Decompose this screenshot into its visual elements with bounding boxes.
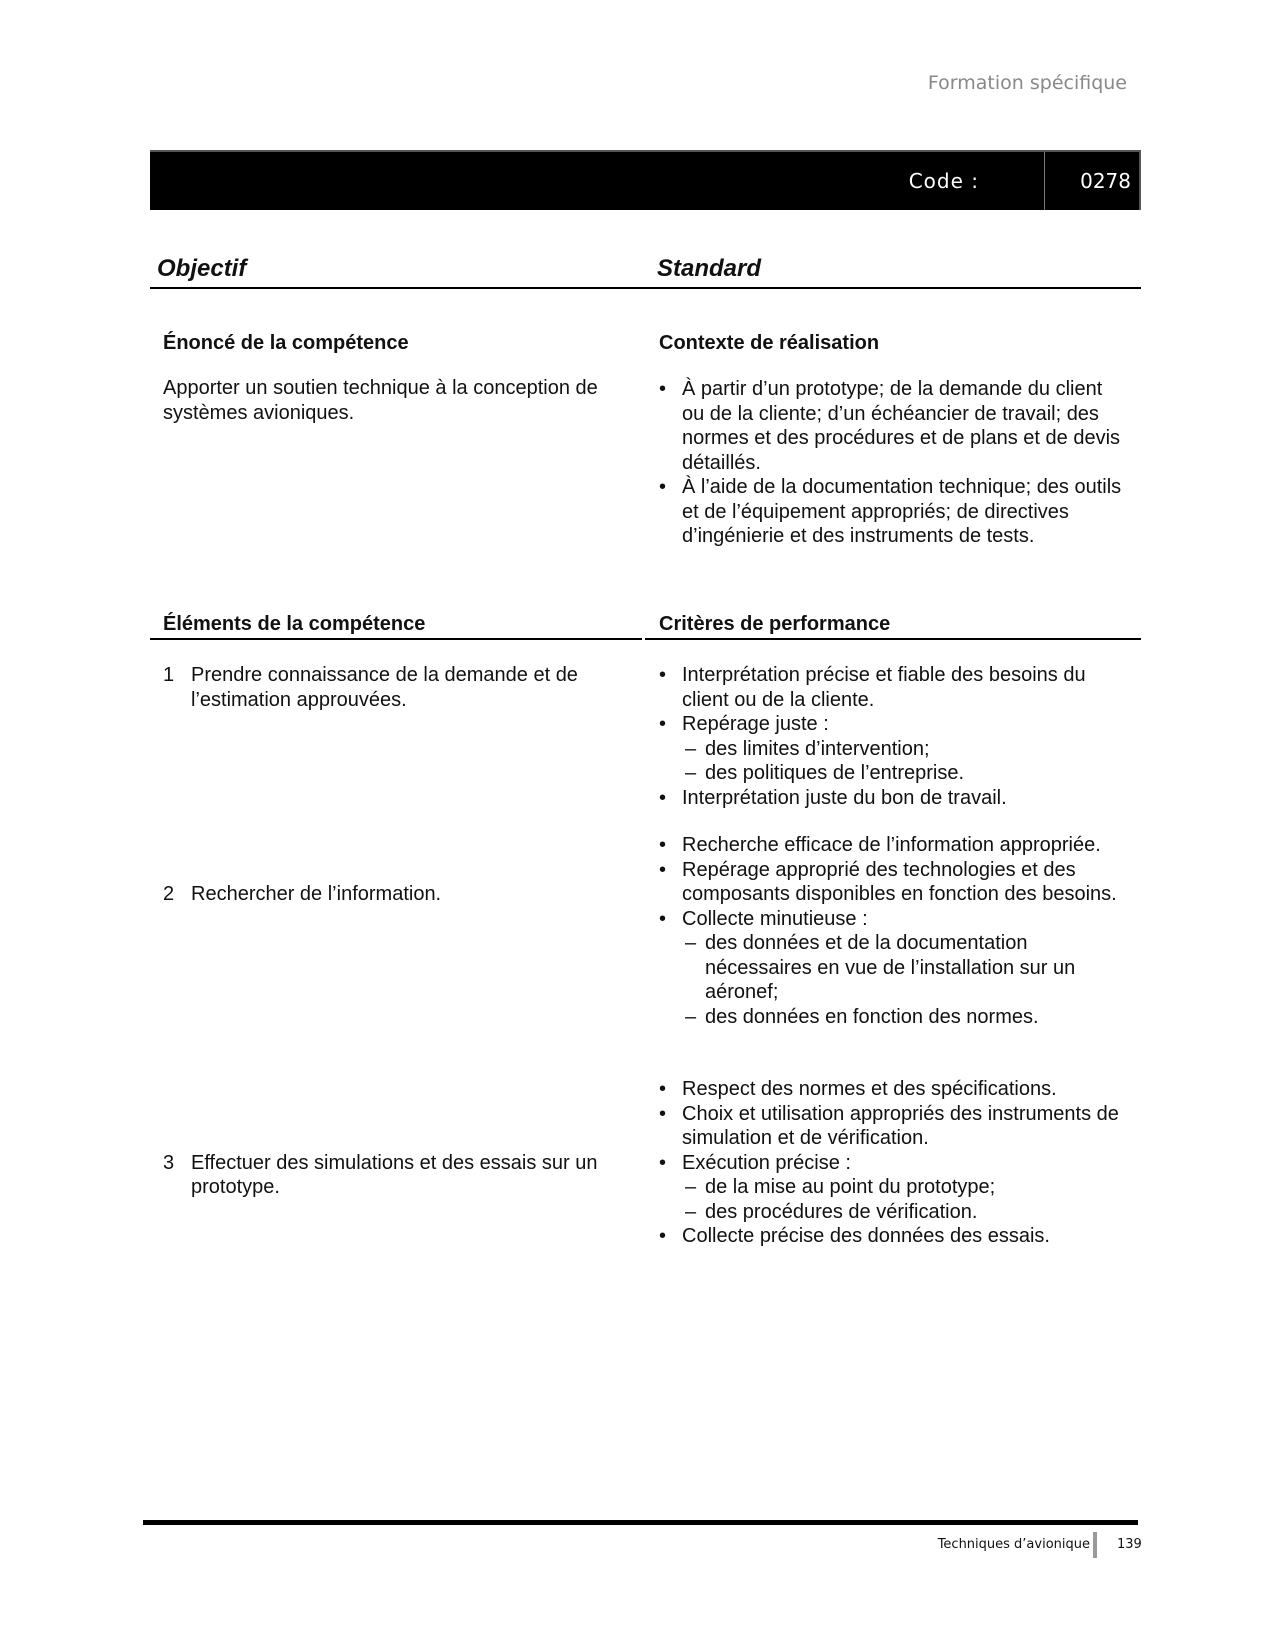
criterion-text: Exécution précise : (682, 1151, 851, 1174)
criterion-text: Choix et utilisation appropriés des instruments de simulation et de vérification. (682, 1102, 1119, 1149)
list-item: • À partir d’un prototype; de la demande du client ou de la cliente; d’un échéancier de travail; des normes et des procédures et de plans et de devis détaillés. (659, 377, 1129, 475)
criterion-text: Interprétation précise et fiable des besoins du client ou de la cliente. (682, 664, 1086, 711)
criterion-text: Respect des normes et des spécifications. (682, 1078, 1057, 1100)
objectif-heading: Objectif (157, 255, 247, 282)
criterion-text: Repérage approprié des technologies et des composants disponibles en fonction des besoins. (682, 858, 1117, 905)
code-bar (150, 150, 1141, 210)
sub-item: – de la mise au point du prototype; (682, 1175, 1129, 1200)
element-number: 1 (163, 664, 175, 686)
footer-rule (143, 1520, 1138, 1525)
criterion (659, 712, 1129, 786)
footer-divider (1093, 1532, 1097, 1558)
code-divider (1044, 152, 1045, 210)
sub-item: – des données en fonction des normes. (682, 1005, 1129, 1030)
criterion (659, 858, 1129, 907)
element-text: Prendre connaissance de la demande et de l’estimation approuvées. (191, 664, 578, 711)
criterion-text: Repérage juste : (682, 713, 829, 735)
criterion (659, 1077, 1129, 1102)
sub-list (682, 737, 1129, 786)
footer-title: Techniques d’avionique (937, 1537, 1090, 1552)
code-value: 0278 (1080, 169, 1131, 193)
running-header: Formation spécifique (927, 72, 1127, 94)
criteria-list (659, 663, 1129, 810)
contexte-list (659, 377, 1129, 549)
criterion (659, 1102, 1129, 1151)
criteres-rule (645, 638, 1141, 640)
sub-item: – des politiques de l’entreprise. (682, 761, 1129, 786)
criterion-text: Interprétation juste du bon de travail. (682, 786, 1007, 809)
competence-element (163, 1151, 651, 1200)
element-text: Rechercher de l’information. (191, 883, 442, 905)
element-number: 2 (163, 883, 175, 905)
element-text: Effectuer des simulations et des essais sur un prototype. (191, 1151, 598, 1198)
competence-element (163, 882, 651, 907)
competence-element (163, 663, 651, 712)
elements-title: Éléments de la compétence (163, 613, 426, 635)
heading-rule (150, 287, 1141, 289)
criterion (659, 663, 1129, 712)
criteres-title: Critères de performance (659, 613, 891, 635)
sub-item: – des procédures de vérification. (682, 1200, 1129, 1225)
element-number: 3 (163, 1151, 175, 1174)
criterion (659, 786, 1129, 811)
criterion (659, 907, 1129, 1030)
criterion (659, 1151, 1129, 1225)
sub-list (682, 1175, 1129, 1224)
elements-rule (150, 638, 642, 640)
list-item: • À l’aide de la documentation technique; des outils et de l’équipement appropriés; de directives d’ingénierie et des instruments de tests. (659, 475, 1129, 549)
criterion-text: Collecte minutieuse : (682, 907, 868, 930)
contexte-title: Contexte de réalisation (659, 332, 880, 354)
sub-item: – des limites d’intervention; (682, 737, 1129, 762)
code-label: Code : (908, 169, 979, 193)
criterion-text: Recherche efficace de l’information appropriée. (682, 834, 1101, 856)
standard-heading: Standard (657, 255, 762, 282)
page-number: 139 (1117, 1537, 1142, 1552)
sub-item: – des données et de la documentation nécessaires en vue de l’installation sur un aéronef; (682, 931, 1129, 1005)
criteria-list (659, 1077, 1129, 1249)
sub-list (682, 931, 1129, 1029)
enonce-text: Apporter un soutien technique à la conception de systèmes avioniques. (163, 377, 598, 424)
enonce-title: Énoncé de la compétence (163, 332, 409, 354)
criterion (659, 833, 1129, 858)
criterion-text: Collecte précise des données des essais. (682, 1225, 1050, 1247)
criterion (659, 1224, 1129, 1249)
criteria-list (659, 833, 1129, 1029)
